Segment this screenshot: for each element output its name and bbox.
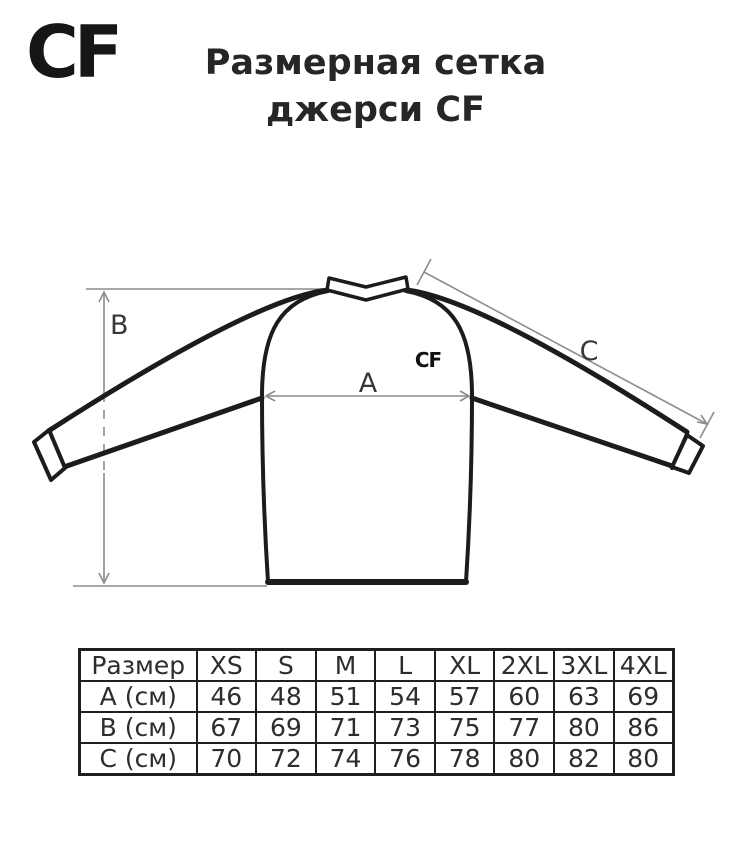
value-cell: 63	[554, 681, 614, 712]
header-cell-s: S	[256, 650, 316, 682]
value-cell: 74	[316, 743, 376, 775]
left-sleeve-bottom-edge	[64, 398, 262, 467]
value-cell: 82	[554, 743, 614, 775]
dimension-label-c: C	[579, 336, 599, 367]
value-cell: 57	[435, 681, 495, 712]
jersey-outline	[34, 277, 703, 582]
value-cell: 76	[375, 743, 435, 775]
value-cell: 80	[554, 712, 614, 743]
c-tick-start	[417, 259, 431, 285]
header-cell-3xl: 3XL	[554, 650, 614, 682]
row-label-a: A (см)	[80, 681, 197, 712]
value-cell: 75	[435, 712, 495, 743]
dimension-label-b: B	[110, 310, 129, 341]
row-label-b: B (см)	[80, 712, 197, 743]
right-sleeve-bottom-edge	[472, 398, 672, 466]
dimension-label-a: A	[358, 368, 378, 399]
value-cell: 46	[197, 681, 257, 712]
page-title-line1: Размерная сетка	[204, 43, 547, 83]
collar-band	[327, 277, 408, 300]
left-cuff-band	[34, 430, 65, 480]
value-cell: 54	[375, 681, 435, 712]
table-row-c	[80, 743, 674, 775]
body-left-edge	[262, 291, 328, 582]
value-cell: 70	[197, 743, 257, 775]
measurement-lines	[73, 259, 714, 586]
page-title-line2: джерси CF	[266, 90, 485, 130]
value-cell: 78	[435, 743, 495, 775]
right-cuff-band	[672, 435, 703, 473]
header-cell-xl: XL	[435, 650, 495, 682]
size-table	[78, 648, 675, 776]
value-cell: 72	[256, 743, 316, 775]
table-row-b	[80, 712, 674, 743]
header-cell-xs: XS	[197, 650, 257, 682]
chest-logo: CF	[414, 348, 442, 372]
value-cell: 60	[494, 681, 554, 712]
value-cell: 86	[614, 712, 674, 743]
table-row-a	[80, 681, 674, 712]
row-label-c: C (см)	[80, 743, 197, 775]
header-cell-l: L	[375, 650, 435, 682]
header-cell-size: Размер	[80, 650, 197, 682]
value-cell: 77	[494, 712, 554, 743]
value-cell: 73	[375, 712, 435, 743]
value-cell: 69	[256, 712, 316, 743]
value-cell: 51	[316, 681, 376, 712]
header-cell-4xl: 4XL	[614, 650, 674, 682]
value-cell: 67	[197, 712, 257, 743]
header-cell-m: M	[316, 650, 376, 682]
value-cell: 48	[256, 681, 316, 712]
value-cell: 80	[614, 743, 674, 775]
body-right-edge	[406, 291, 472, 582]
header-cell-2xl: 2XL	[494, 650, 554, 682]
size-table-header-row	[80, 650, 674, 682]
brand-logo: CF	[26, 10, 119, 94]
value-cell: 71	[316, 712, 376, 743]
value-cell: 80	[494, 743, 554, 775]
value-cell: 69	[614, 681, 674, 712]
